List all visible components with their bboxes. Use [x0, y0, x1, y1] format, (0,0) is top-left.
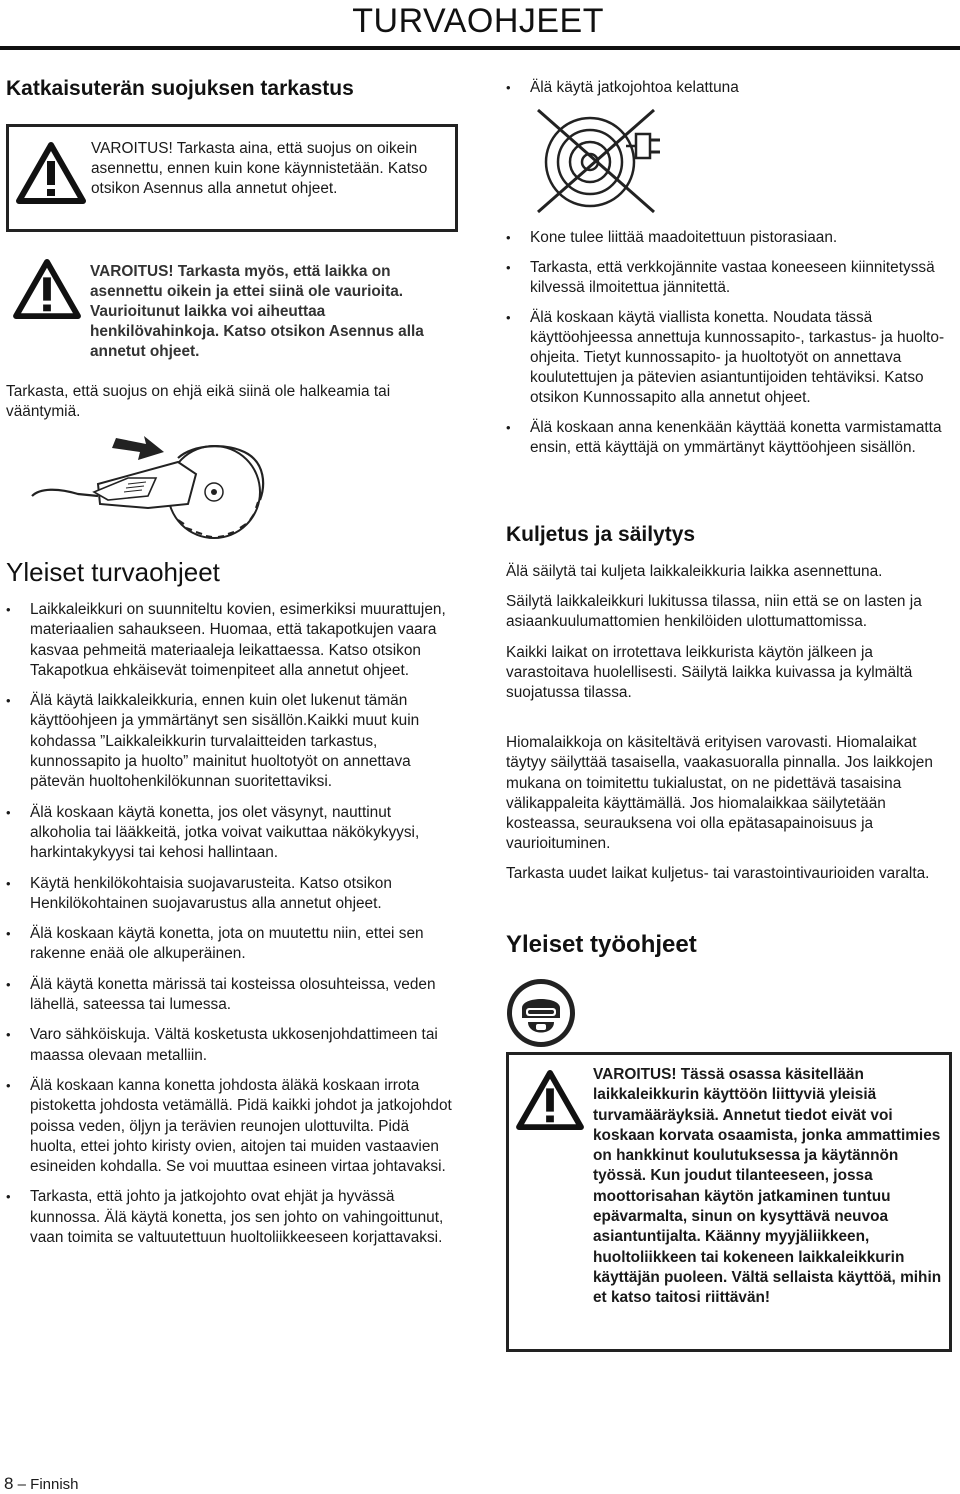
- list-item: • Tarkasta, että johto ja jatkojohto ovat ehjät ja hyvässä kunnossa. Älä käytä konetta, jos sen johto on vahingoittunut, vaan toimita se valtuutettuun huoltoliikkeeseen korjattavaksi.: [6, 1187, 456, 1248]
- list-item: • Älä koskaan kanna konetta johdosta äläkä koskaan irrota pistoketta johdosta vetämällä. Pidä kaikki johdot ja jatkojohdot poissa veden, öljyn ja terävien reunojen ulottuvilta. Pidä huolta, ettei johto kiristy ovien, aitojen tai muiden vastaavien esineiden kohdalla. Se voi muuttaa esineen virtaa johtavaksi.: [6, 1076, 456, 1177]
- list-item: • Älä koskaan käytä konetta, jota on muutettu niin, ettei sen rakenne enää ole alkuperäinen.: [6, 924, 456, 965]
- footer-dash: –: [17, 1476, 26, 1493]
- list-item: • Laikkaleikkuri on suunniteltu kovien, esimerkiksi muurattujen, materiaalien sahaukseen. Huomaa, että takapotkujen vaara kasvaa pehmeitä materiaaleja leikattaessa. Katso otsikon Takapotkua ehkäisevät toimenpiteet alla annetut ohjeet.: [6, 600, 456, 681]
- list-item: • Varo sähköiskuja. Vältä kosketusta ukkosenjohdattimeen tai maassa olevaan metalliin.: [6, 1025, 456, 1066]
- paragraph: Älä säilytä tai kuljeta laikkaleikkuria laikka asennettuna.: [506, 563, 883, 580]
- warning-1-text: VAROITUS! Tarkasta aina, että suojus on oikein asennettu, ennen kuin kone käynnistetään. Katso otsikon Asennus alla annetut ohjeet.: [91, 140, 428, 197]
- paragraph: Säilytä laikkaleikkuri lukitussa tilassa, niin että se on lasten ja asiaankuulumattomien henkilöiden ulottumattomissa.: [506, 593, 922, 631]
- footer-language: Finnish: [30, 1476, 79, 1493]
- list-item: • Käytä henkilökohtaisia suojavarusteita. Katso otsikon Henkilökohtainen suojavarustus alla annetut ohjeet.: [6, 874, 456, 915]
- page-footer: [4, 1474, 79, 1494]
- transport-storage-text: [506, 562, 952, 885]
- list-item: • Älä käytä laikkaleikkuria, ennen kuin olet lukenut tämän käyttöohjeen ja ymmärtänyt sen sisällön.Kaikki muut kuin kohdassa ”Laikkaleikkurin turvalaitteiden tarkastus, kunnossapito ja huolto” mainitut huoltotyöt on annettava pätevän huoltohenkilökunnan suoritettaviksi.: [6, 691, 456, 792]
- general-safety-list: [6, 600, 456, 1248]
- cut-off-saw-illustration: [28, 424, 338, 544]
- page-header-title: TURVAOHJEET: [352, 2, 604, 40]
- protective-equipment-icon: [506, 978, 576, 1048]
- section-title-general-work: Yleiset työohjeet: [506, 931, 697, 958]
- list-item: • Älä käytä konetta märissä tai kosteissa olosuhteissa, veden lähellä, sateessa tai lumessa.: [6, 975, 456, 1016]
- warning-2-text: VAROITUS! Tarkasta myös, että laikka on asennettu oikein ja ettei siinä ole vaurioita. Vaurioitunut laikka voi aiheuttaa henkilövahinkoja. Katso otsikon Asennus alla annetut ohjeet.: [90, 263, 424, 360]
- list-item: • Älä koskaan käytä viallista konetta. Noudata tässä käyttöohjeessa annettuja kunnossapito-, tarkastus- ja huolto-ohjeita. Tietyt kunnossapito- ja huoltotyöt on annettava koulutettujen ja pätevien asiantuntijoiden tehtäviksi. Katso otsikon Kunnossapito alla annetut ohjeet.: [506, 308, 946, 408]
- paragraph: Hiomalaikkoja on käsiteltävä erityisen varovasti. Hiomalaikat täytyy säilyttää tasaisella, vaakasuoralla pinnalla. Jos laikkojen mukana on toimitettu tukialustat, on ne pidettävä tasaisina välikappaleita käyttämällä. Jos hiomalaikkaa säilytetään kosteassa, seurauksena voi olla epätasapainoisuus ja vaurioituminen.: [506, 734, 933, 853]
- paragraph: Tarkasta uudet laikat kuljetus- tai varastointivaurioiden varalta.: [506, 865, 930, 883]
- section-title-general-safety: Yleiset turvaohjeet: [6, 557, 220, 587]
- guard-check-text: Tarkasta, että suojus on ehjä eikä siinä ole halkeamia tai vääntymiä.: [6, 383, 391, 420]
- section-title-transport-storage: Kuljetus ja säilytys: [506, 523, 696, 546]
- electrical-safety-list: [506, 228, 946, 458]
- no-coiled-cord-icon: [528, 104, 668, 216]
- warning-3-text: VAROITUS! Tässä osassa käsitellään laikkaleikkurin käyttöön liittyviä yleisiä turvamääräyksiä. Annetut tiedot eivät voi koskaan korvata osaamista, jonka ammattimies on hankkinut koulutuksessa ja käytännön työssä. Kun joudut tilanteeseen, jossa moottorisahan käytön jatkaminen tuntuu epävarmalta, sinun on kysyttävä neuvoa asiantuntijalta. Käänny myyjäliikkeen, huoltoliikkeen tai kokeneen laikkaleikkurin käyttäjän puoleen. Vältä sellaista käyttöä, mihin et katso taitosi riittävän!: [593, 1066, 942, 1307]
- page-number: 8: [4, 1474, 14, 1493]
- warning-triangle-icon: [10, 258, 84, 320]
- section-title-guard-check: Katkaisuterän suojuksen tarkastus: [6, 77, 354, 100]
- warning-triangle-icon: [15, 141, 87, 205]
- warning-triangle-icon: [515, 1069, 585, 1131]
- list-item: • Älä koskaan anna kenenkään käyttää konetta varmistamatta ensin, että käyttäjä on ymmärtänyt käyttöohjeen sisällön.: [506, 418, 946, 458]
- list-item: • Kone tulee liittää maadoitettuun pistorasiaan.: [506, 228, 946, 248]
- list-item: • Tarkasta, että verkkojännite vastaa koneeseen kiinnitetyssä kilvessä ilmoitettua jännitettä.: [506, 258, 946, 298]
- warning-box-3: [506, 1052, 952, 1352]
- warning-box-1: [6, 124, 458, 232]
- list-item: • Älä käytä jatkojohtoa kelattuna: [506, 78, 950, 98]
- paragraph: Kaikki laikat on irrotettava leikkurista käytön jälkeen ja varastoitava huolellisesti. Säilytä laikka kuivassa ja kylmältä suojatussa tilassa.: [506, 643, 913, 702]
- extension-cord-list: [506, 78, 950, 98]
- list-item: • Älä koskaan käytä konetta, jos olet väsynyt, nauttinut alkoholia tai lääkkeitä, jotka voivat vaikuttaa näkökykyysi, harkintakykyysi tai kehosi hallintaan.: [6, 803, 456, 864]
- header-rule: [0, 46, 960, 50]
